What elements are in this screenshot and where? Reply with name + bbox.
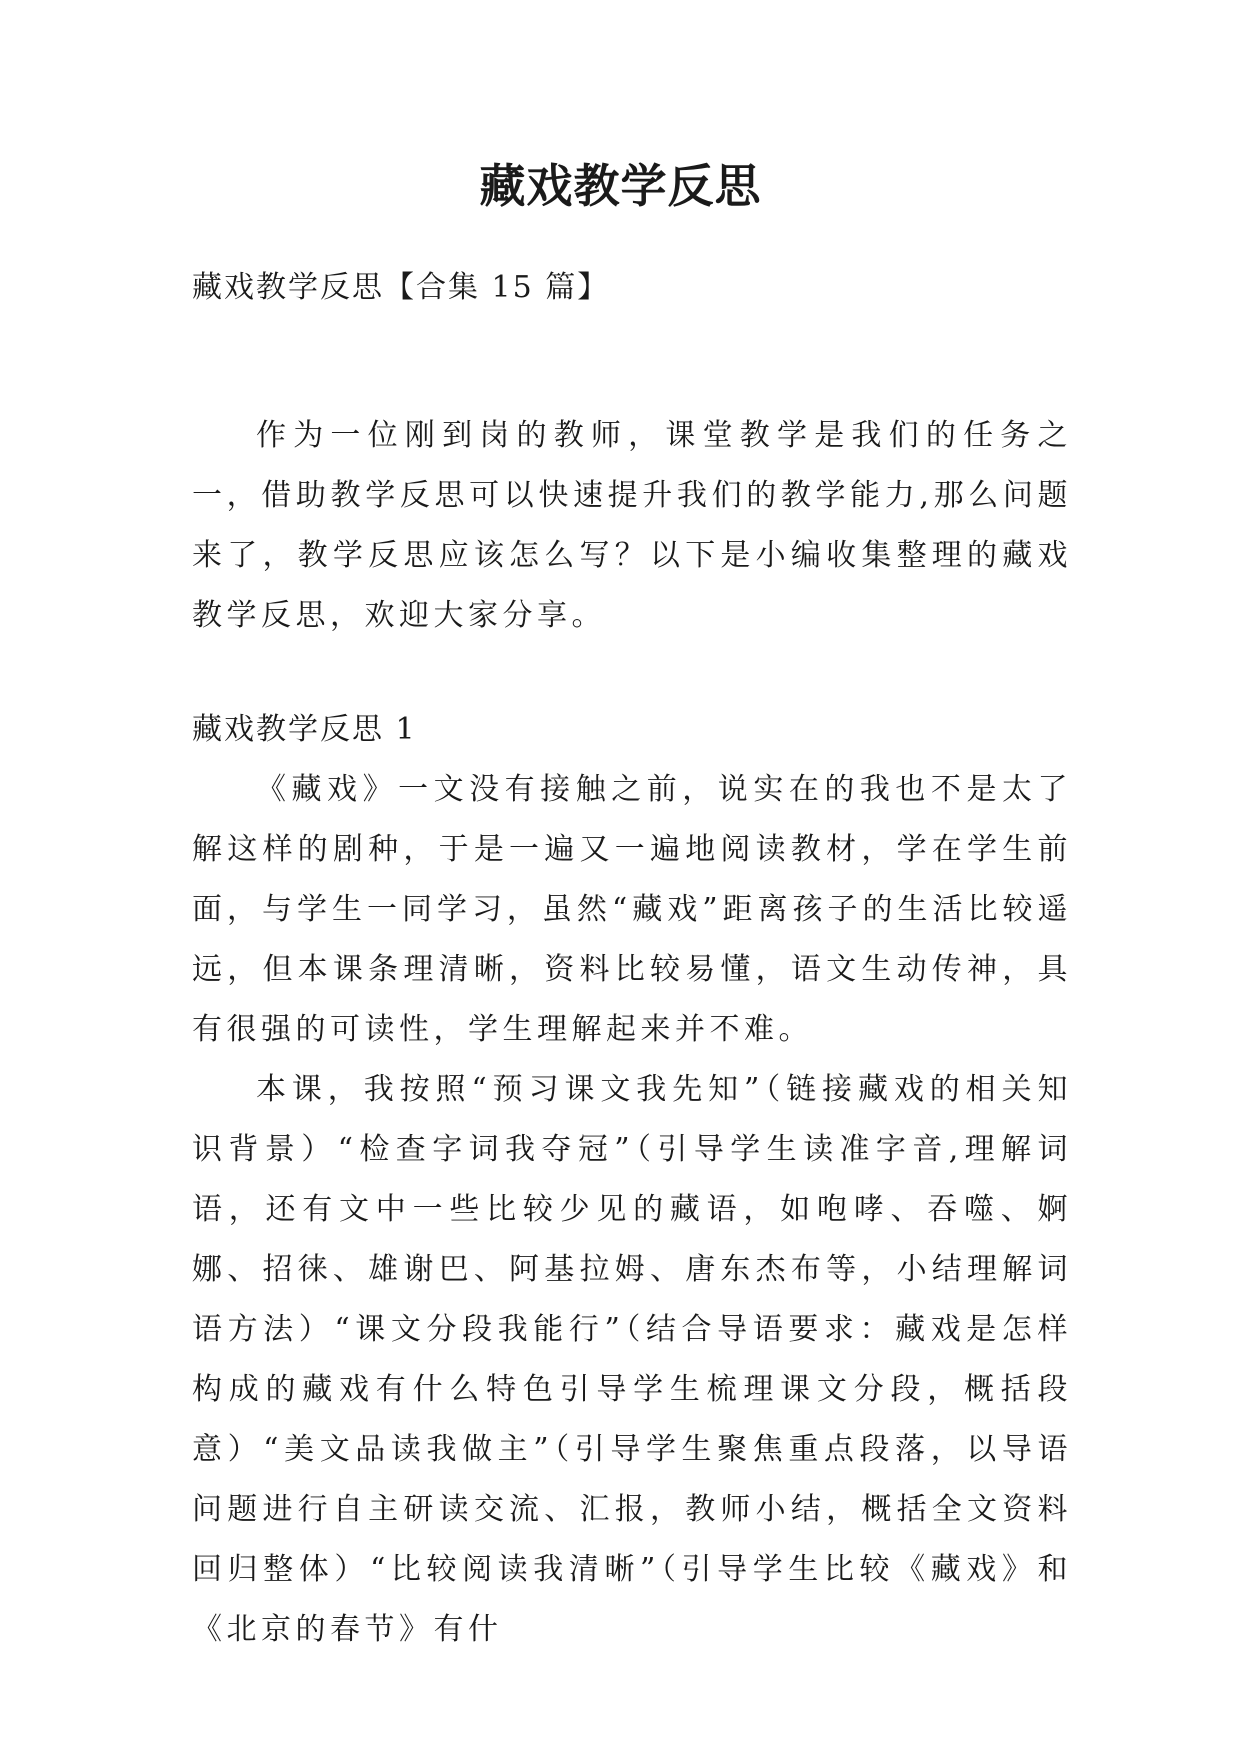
section-1: [192, 700, 1072, 1660]
section-1-heading: 藏戏教学反思 1: [192, 712, 417, 747]
document-title: 藏戏教学反思: [479, 159, 762, 213]
intro-section: [192, 406, 1072, 646]
section-1-paragraph-1: 《藏戏》一文没有接触之前，说实在的我也不是太了解这样的剧种，于是一遍又一遍地阅读教材，学在学生前面，与学生一同学习，虽然“藏戏”距离孩子的生活比较遥远，但本课条理清晰，资料比较易懂，语文生动传神，具有很强的可读性，学生理解起来并不难。: [192, 772, 1072, 1047]
section-1-paragraph-2: 本课，我按照“预习课文我先知”（链接藏戏的相关知识背景）“检查字词我夺冠”（引导学生读准字音,理解词语，还有文中一些比较少见的藏语，如咆哮、吞噬、婀娜、招徕、雄谢巴、阿基拉姆、唐东杰布等，小结理解词语方法）“课文分段我能行”（结合导语要求：藏戏是怎样构成的藏戏有什么特色引导学生梳理课文分段，概括段意）“美文品读我做主”（引导学生聚焦重点段落，以导语问题进行自主研读交流、汇报，教师小结，概括全文资料回归整体）“比较阅读我清晰”（引导学生比较《藏戏》和《北京的春节》有什: [192, 1072, 1072, 1647]
document-subtitle: 藏戏教学反思【合集 15 篇】: [192, 270, 610, 305]
intro-paragraph: 作为一位刚到岗的教师，课堂教学是我们的任务之一，借助教学反思可以快速提升我们的教学能力,那么问题来了，教学反思应该怎么写？以下是小编收集整理的藏戏教学反思，欢迎大家分享。: [192, 418, 1072, 633]
